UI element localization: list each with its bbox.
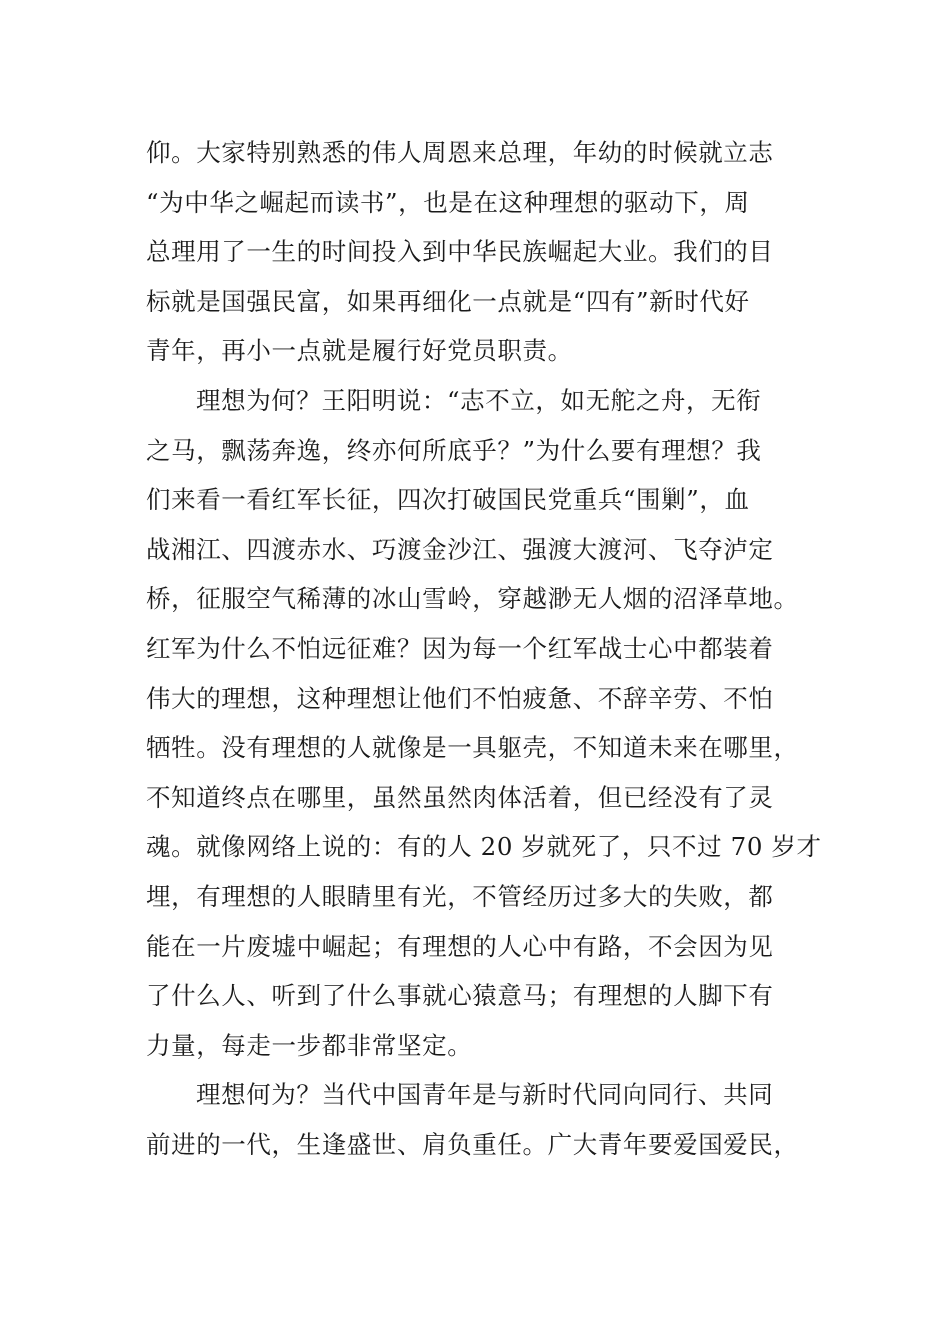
- text-line: 战湘江、四渡赤水、巧渡金沙江、强渡大渡河、飞夺泸定: [146, 534, 774, 564]
- text-line: 力量，每走一步都非常坚定。: [146, 1030, 473, 1060]
- text-line: 能在一片废墟中崛起；有理想的人心中有路，不会因为见: [146, 931, 774, 961]
- text-line: 仰。大家特别熟悉的伟人周恩来总理，年幼的时候就立志: [146, 138, 774, 167]
- text-line: 总理用了一生的时间投入到中华民族崛起大业。我们的目: [146, 237, 774, 267]
- text-line: 魂。就像网络上说的：有的人 20 岁就死了，只不过 70 岁才: [146, 832, 822, 862]
- text-line: 不知道终点在哪里，虽然虽然肉体活着，但已经没有了灵: [146, 782, 774, 812]
- text-line: 前进的一代，生逢盛世、肩负重任。广大青年要爱国爱民，: [146, 1130, 799, 1159]
- text-line: 标就是国强民富，如果再细化一点就是“四有”新时代好: [146, 286, 750, 316]
- text-line: 牺牲。没有理想的人就像是一具躯壳，不知道未来在哪里，: [146, 733, 799, 763]
- text-line: “为中华之崛起而读书”，也是在这种理想的驱动下，周: [146, 187, 750, 217]
- text-line: 之马，飘荡奔逸，终亦何所底乎？”为什么要有理想？我: [146, 435, 762, 465]
- text-line: 了什么人、听到了什么事就心猿意马；有理想的人脚下有: [146, 981, 774, 1011]
- text-line: 伟大的理想，这种理想让他们不怕疲惫、不辞辛劳、不怕: [146, 683, 774, 713]
- text-line: 埋，有理想的人眼睛里有光，不管经历过多大的失败，都: [146, 882, 774, 911]
- paragraph-start-line: 理想何为？当代中国青年是与新时代同向同行、共同: [196, 1080, 774, 1110]
- paragraph-start-line: 理想为何？王阳明说：“志不立，如无舵之舟，无衔: [196, 386, 762, 415]
- text-line: 红军为什么不怕远征难？因为每一个红军战士心中都装着: [146, 634, 774, 663]
- text-line: 们来看一看红军长征，四次打破国民党重兵“围剿”，血: [146, 485, 750, 515]
- text-line: 桥，征服空气稀薄的冰山雪岭，穿越渺无人烟的沼泽草地。: [146, 584, 799, 614]
- text-line: 青年，再小一点就是履行好党员职责。: [146, 336, 573, 366]
